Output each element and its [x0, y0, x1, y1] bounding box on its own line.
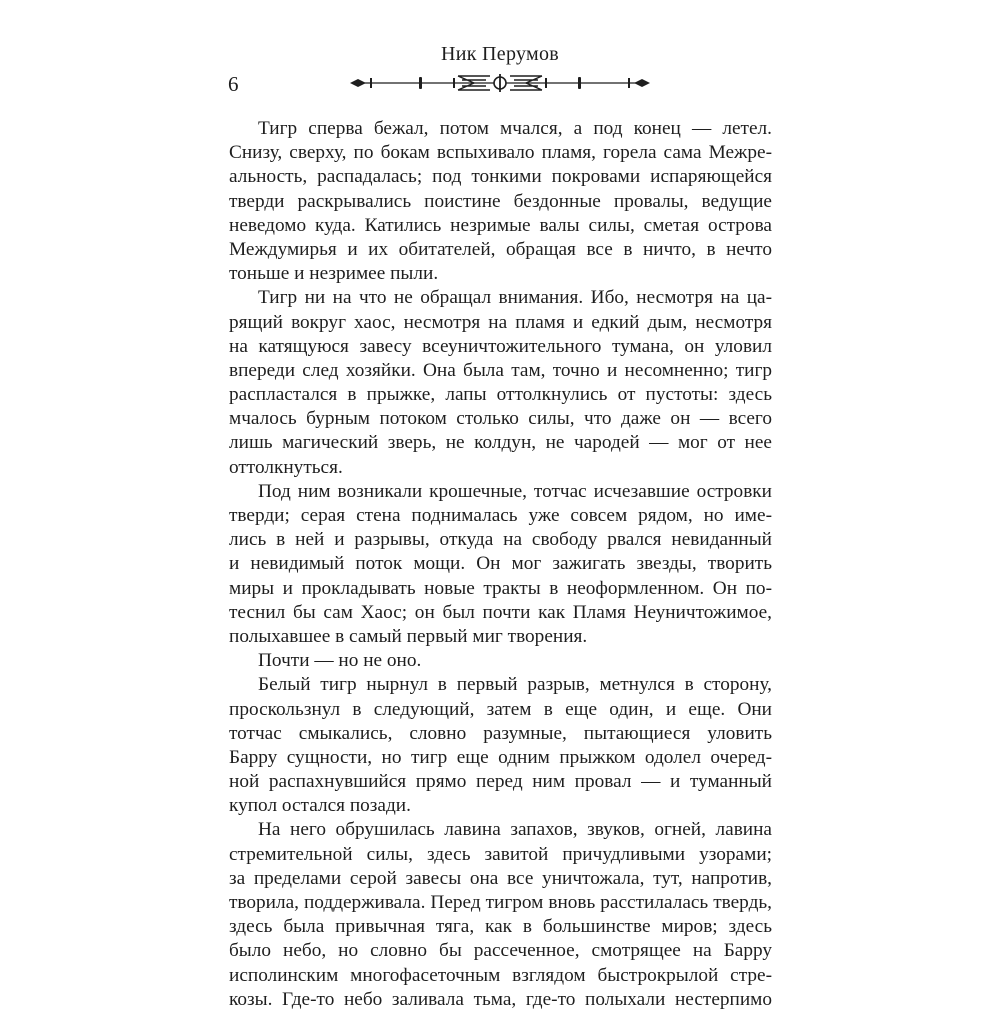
text-line: миры и прокладывать новые тракты в неоформленном. Он по- — [229, 577, 772, 599]
text-line: полыхавшее в самый первый миг творения. — [229, 625, 588, 647]
text-line: рящий вокруг хаос, несмотря на пламя и едкий дым, несмотря — [229, 311, 772, 333]
text-line: тверди; серая стена поднималась уже совсем рядом, но име- — [229, 505, 772, 526]
text-line: на катящуюся завесу всеуничтожительного тумана, он уловил — [229, 335, 772, 357]
text-line: стремительной силы, здесь завитой причудливыми узорами; — [229, 843, 772, 865]
text-line: проскользнул в следующий, затем в еще один, и еще. Они — [229, 698, 772, 720]
text-line: тоньше и незримее пыли. — [229, 263, 439, 285]
text-line: На него обрушилась лавина запахов, звуков, огней, лавина — [258, 819, 772, 841]
text-line: тверди раскрывались поистине бездонные провалы, ведущие — [229, 190, 772, 212]
text-line: лишь магический зверь, не колдун, не чародей — мог от нее — [229, 432, 772, 454]
text-line: впереди след хозяйки. Она была там, точно и несомненно; тигр — [229, 359, 772, 381]
text-line: Белый тигр нырнул в первый разрыв, метнулся в сторону, — [258, 674, 772, 696]
text-line: альность, распадалась; под тонкими покровами испаряющейся — [229, 166, 772, 188]
text-line: Тигр сперва бежал, потом мчался, а под конец — летел. — [258, 118, 772, 139]
text-line: Тигр ни на что не обращал внимания. Ибо, несмотря на ца- — [258, 287, 772, 309]
text-line: оттолкнуться. — [229, 456, 343, 478]
text-line: Снизу, сверху, по бокам вспыхивало пламя, горела сама Межре- — [229, 142, 772, 164]
text-line: неведомо куда. Катились незримые валы силы, сметая острова — [229, 214, 772, 236]
text-line: Под ним возникали крошечные, тотчас исчезавшие островки — [258, 480, 772, 502]
text-line: здесь была привычная тяга, как в большинстве миров; здесь — [229, 916, 772, 938]
text-line: тотчас смыкались, словно разумные, пытающиеся уловить — [229, 722, 772, 744]
text-line: Почти — но не оно. — [258, 650, 422, 672]
text-line: теснил бы сам Хаос; он был почти как Пламя Неуничтожимое, — [229, 601, 772, 623]
text-line: купол остался позади. — [229, 795, 411, 817]
running-head-author: Ник Перумов — [440, 43, 560, 65]
page-number: 6 — [228, 72, 239, 96]
text-line: козы. Где-то небо заливала тьма, где-то полыхали нестерпимо — [229, 988, 772, 1010]
text-line: было небо, но словно бы рассеченное, смотрящее на Барру — [229, 940, 772, 962]
decorative-ornament-icon — [350, 73, 650, 93]
text-line: и невидимый поток мощи. Он мог зажигать звезды, творить — [229, 553, 772, 575]
text-line: распластался в прыжке, лапы оттолкнулись от пустоты: здесь — [229, 384, 772, 406]
text-line: Междумирья и их обитателей, обращая все в ничто, в нечто — [229, 238, 772, 260]
text-line: лись в ней и разрывы, откуда на свободу рвался невиданный — [229, 529, 772, 551]
text-line: творила, поддерживала. Перед тигром вновь расстилалась твердь, — [229, 892, 772, 913]
text-line: ной распахнувшийся прямо перед ним провал — и туманный — [229, 771, 772, 793]
text-line: мчалось бурным потоком столько силы, что даже он — всего — [229, 408, 772, 430]
text-line: исполинским многофасеточным взглядом быстрокрылой стре- — [229, 964, 772, 986]
text-line: Барру сущности, но тигр еще одним прыжком одолел очеред- — [229, 746, 772, 768]
text-line: за пределами серой завесы она все уничтожала, тут, напротив, — [229, 867, 772, 889]
body-text — [229, 117, 772, 1012]
